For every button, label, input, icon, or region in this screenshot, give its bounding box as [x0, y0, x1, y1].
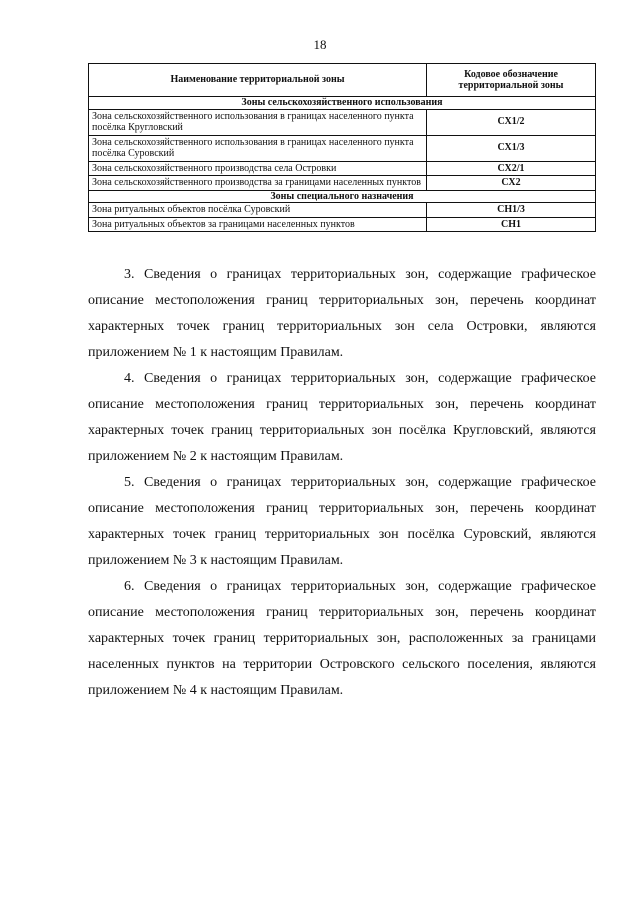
zone-name-cell: Зона сельскохозяйственного производства села Островки	[89, 161, 427, 176]
zone-code-cell: СХ1/2	[427, 109, 596, 135]
zone-code-cell: СН1/3	[427, 203, 596, 218]
zone-code-cell: СН1	[427, 217, 596, 232]
table-group-row	[89, 190, 596, 203]
table-row	[89, 161, 596, 176]
group-title: Зоны специального назначения	[89, 190, 596, 203]
table-group-row	[89, 97, 596, 110]
zone-name-cell: Зона ритуальных объектов посёлка Суровский	[89, 203, 427, 218]
paragraph-4: 4. Сведения о границах территориальных зон, содержащие графическое описание местоположения границ территориальных зон, перечень координат характерных точек границ территориальных зон посёлка Кругловский, являются приложением № 2 к настоящим Правилам.	[88, 371, 596, 464]
zone-name-cell: Зона ритуальных объектов за границами населенных пунктов	[89, 217, 427, 232]
zones-table	[88, 63, 596, 232]
zone-name-cell: Зона сельскохозяйственного производства за границами населенных пунктов	[89, 176, 427, 191]
body-text	[88, 262, 596, 704]
paragraph-5: 5. Сведения о границах территориальных зон, содержащие графическое описание местоположения границ территориальных зон, перечень координат характерных точек границ территориальных зон посёлка Суровский, являются приложением № 3 к настоящим Правилам.	[88, 475, 596, 568]
header-zone-code: Кодовое обозначение территориальной зоны	[427, 64, 596, 97]
table-row	[89, 203, 596, 218]
zone-name-cell: Зона сельскохозяйственного использования в границах населенного пункта посёлка Суровский	[89, 135, 427, 161]
table-row	[89, 135, 596, 161]
paragraph-6: 6. Сведения о границах территориальных зон, содержащие графическое описание местоположения границ территориальных зон, перечень координат характерных точек границ территориальных зон, расположенных за границами населенных пунктов на территории Островского сельского поселения, являются приложением № 4 к настоящим Правилам.	[88, 579, 596, 698]
zone-code-cell: СХ2	[427, 176, 596, 191]
page-number: 18	[313, 37, 327, 52]
zone-code-cell: СХ2/1	[427, 161, 596, 176]
table-row	[89, 176, 596, 191]
paragraph-3: 3. Сведения о границах территориальных зон, содержащие графическое описание местоположения границ территориальных зон, перечень координат характерных точек границ территориальных зон села Островки, являются приложением № 1 к настоящим Правилам.	[88, 267, 596, 360]
header-zone-name: Наименование территориальной зоны	[89, 64, 427, 97]
zone-name-cell: Зона сельскохозяйственного использования в границах населенного пункта посёлка Кругловский	[89, 109, 427, 135]
table-row	[89, 217, 596, 232]
table-row	[89, 109, 596, 135]
table-header-row	[89, 64, 596, 97]
group-title: Зоны сельскохозяйственного использования	[89, 97, 596, 110]
zone-code-cell: СХ1/3	[427, 135, 596, 161]
